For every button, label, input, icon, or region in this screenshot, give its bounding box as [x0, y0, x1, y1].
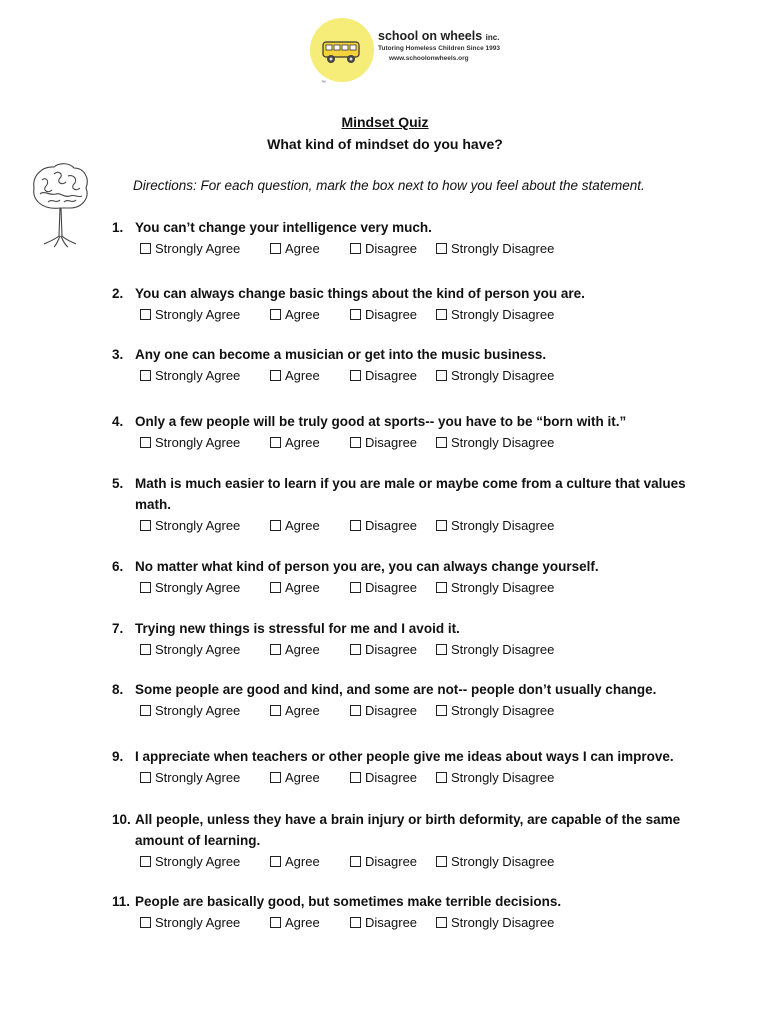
option-strongly-agree[interactable] — [140, 703, 240, 718]
checkbox[interactable] — [140, 520, 151, 531]
option-label: Disagree — [365, 435, 418, 450]
option-agree[interactable] — [270, 518, 320, 533]
checkbox[interactable] — [270, 772, 281, 783]
question-text: People are basically good, but sometimes make terrible decisions. — [135, 894, 562, 909]
question-6 — [112, 556, 712, 600]
checkbox[interactable] — [140, 582, 151, 593]
checkbox[interactable] — [350, 437, 361, 448]
option-strongly-agree[interactable] — [140, 642, 240, 657]
question-line — [112, 217, 712, 238]
option-label: Agree — [285, 368, 320, 383]
option-label: Strongly Disagree — [451, 703, 555, 718]
question-text: Any one can become a musician or get into the music business. — [135, 347, 547, 362]
option-disagree[interactable] — [350, 642, 417, 657]
option-label: Agree — [285, 642, 320, 657]
checkbox[interactable] — [140, 644, 151, 655]
option-label: Strongly Disagree — [451, 580, 555, 595]
checkbox[interactable] — [436, 582, 447, 593]
option-label: Strongly Disagree — [451, 435, 555, 450]
answer-options — [112, 915, 712, 935]
option-agree[interactable] — [270, 435, 320, 450]
option-strongly-disagree[interactable] — [436, 435, 554, 450]
checkbox[interactable] — [270, 705, 281, 716]
question-text: I appreciate when teachers or other people give me ideas about ways I can improve. — [135, 749, 674, 764]
question-number: 1. — [112, 220, 124, 235]
option-label: Strongly Agree — [155, 518, 241, 533]
option-label: Disagree — [365, 368, 418, 383]
answer-options — [112, 580, 712, 600]
question-line — [112, 618, 712, 639]
question-line — [112, 556, 712, 577]
option-label: Strongly Disagree — [451, 518, 555, 533]
checkbox[interactable] — [270, 243, 281, 254]
question-number: 11. — [112, 894, 131, 909]
option-label: Disagree — [365, 854, 418, 869]
logo-url: www.schoolonwheels.org — [389, 55, 469, 62]
checkbox[interactable] — [350, 705, 361, 716]
school-bus-icon — [320, 36, 364, 66]
question-number: 8. — [112, 682, 124, 697]
option-label: Disagree — [365, 241, 418, 256]
question-number: 2. — [112, 286, 124, 301]
option-label: Disagree — [365, 518, 418, 533]
question-line — [112, 746, 712, 767]
option-label: Strongly Disagree — [451, 770, 555, 785]
option-strongly-disagree[interactable] — [436, 642, 554, 657]
option-label: Strongly Disagree — [451, 307, 555, 322]
option-label: Strongly Agree — [155, 703, 241, 718]
question-text: All people, unless they have a brain injury or birth deformity, are capable of the same amount of learning. — [135, 812, 681, 848]
option-disagree[interactable] — [350, 307, 417, 322]
option-label: Strongly Disagree — [451, 368, 555, 383]
option-label: Agree — [285, 580, 320, 595]
option-label: Strongly Agree — [155, 854, 241, 869]
option-strongly-disagree[interactable] — [436, 580, 554, 595]
checkbox[interactable] — [350, 243, 361, 254]
checkbox[interactable] — [436, 437, 447, 448]
brain-tree-icon — [28, 160, 92, 248]
checkbox[interactable] — [350, 917, 361, 928]
checkbox[interactable] — [140, 772, 151, 783]
school-on-wheels-logo — [306, 14, 506, 86]
option-strongly-agree[interactable] — [140, 770, 240, 785]
option-label: Agree — [285, 770, 320, 785]
option-label: Strongly Agree — [155, 368, 241, 383]
question-number: 6. — [112, 559, 124, 574]
option-label: Agree — [285, 915, 320, 930]
option-strongly-agree[interactable] — [140, 915, 240, 930]
option-label: Disagree — [365, 307, 418, 322]
page-subtitle: What kind of mindset do you have? — [267, 136, 503, 152]
option-agree[interactable] — [270, 368, 320, 383]
option-label: Agree — [285, 435, 320, 450]
question-5 — [112, 473, 712, 538]
answer-options — [112, 642, 712, 662]
answer-options — [112, 435, 712, 455]
option-label: Strongly Agree — [155, 915, 241, 930]
option-strongly-disagree[interactable] — [436, 703, 554, 718]
option-strongly-disagree[interactable] — [436, 368, 554, 383]
checkbox[interactable] — [270, 917, 281, 928]
question-text: Only a few people will be truly good at sports-- you have to be “born with it.” — [135, 414, 627, 429]
option-strongly-agree[interactable] — [140, 368, 240, 383]
option-label: Agree — [285, 703, 320, 718]
question-number: 7. — [112, 621, 124, 636]
checkbox[interactable] — [270, 582, 281, 593]
option-label: Agree — [285, 854, 320, 869]
logo-trademark: ™ — [321, 80, 326, 86]
logo-inc: inc. — [485, 33, 500, 42]
question-text: You can’t change your intelligence very much. — [135, 220, 432, 235]
answer-options — [112, 854, 712, 874]
option-label: Strongly Agree — [155, 580, 241, 595]
answer-options — [112, 518, 712, 538]
answer-options — [112, 241, 712, 261]
checkbox[interactable] — [270, 520, 281, 531]
checkbox[interactable] — [436, 917, 447, 928]
option-disagree[interactable] — [350, 915, 417, 930]
checkbox[interactable] — [350, 309, 361, 320]
option-label: Strongly Agree — [155, 241, 241, 256]
question-2 — [112, 283, 712, 327]
question-9 — [112, 746, 712, 790]
option-agree[interactable] — [270, 580, 320, 595]
option-strongly-agree[interactable] — [140, 307, 240, 322]
option-label: Disagree — [365, 770, 418, 785]
answer-options — [112, 307, 712, 327]
checkbox[interactable] — [270, 309, 281, 320]
option-agree[interactable] — [270, 241, 320, 256]
question-1 — [112, 217, 712, 261]
answer-options — [112, 703, 712, 723]
question-line — [112, 344, 712, 365]
answer-options — [112, 770, 712, 790]
option-strongly-disagree[interactable] — [436, 915, 554, 930]
question-number: 3. — [112, 347, 124, 362]
question-line — [112, 411, 712, 432]
option-strongly-agree[interactable] — [140, 518, 240, 533]
option-disagree[interactable] — [350, 854, 417, 869]
option-label: Disagree — [365, 642, 418, 657]
checkbox[interactable] — [350, 582, 361, 593]
option-disagree[interactable] — [350, 241, 417, 256]
checkbox[interactable] — [140, 705, 151, 716]
option-strongly-agree[interactable] — [140, 241, 240, 256]
option-label: Strongly Disagree — [451, 854, 555, 869]
question-number: 9. — [112, 749, 124, 764]
option-agree[interactable] — [270, 307, 320, 322]
checkbox[interactable] — [436, 243, 447, 254]
option-disagree[interactable] — [350, 580, 417, 595]
option-label: Strongly Disagree — [451, 241, 555, 256]
question-line — [112, 679, 712, 700]
question-text: No matter what kind of person you are, you can always change yourself. — [135, 559, 599, 574]
checkbox[interactable] — [350, 772, 361, 783]
option-strongly-disagree[interactable] — [436, 307, 554, 322]
checkbox[interactable] — [436, 856, 447, 867]
option-disagree[interactable] — [350, 518, 417, 533]
question-text: Some people are good and kind, and some are not-- people don’t usually change. — [135, 682, 657, 697]
answer-options — [112, 368, 712, 388]
option-disagree[interactable] — [350, 770, 417, 785]
checkbox[interactable] — [140, 370, 151, 381]
question-line — [112, 891, 712, 912]
option-strongly-disagree[interactable] — [436, 770, 554, 785]
option-disagree[interactable] — [350, 435, 417, 450]
logo-tagline: Tutoring Homeless Children Since 1993 — [378, 45, 500, 52]
checkbox[interactable] — [140, 856, 151, 867]
option-strongly-disagree[interactable] — [436, 241, 554, 256]
question-number: 10. — [112, 812, 131, 827]
option-disagree[interactable] — [350, 703, 417, 718]
question-3 — [112, 344, 712, 388]
checkbox[interactable] — [436, 520, 447, 531]
question-number: 4. — [112, 414, 124, 429]
option-label: Agree — [285, 307, 320, 322]
option-label: Disagree — [365, 703, 418, 718]
option-disagree[interactable] — [350, 368, 417, 383]
option-label: Agree — [285, 518, 320, 533]
checkbox[interactable] — [436, 772, 447, 783]
question-line — [112, 473, 712, 515]
option-strongly-disagree[interactable] — [436, 518, 554, 533]
question-number: 5. — [112, 476, 124, 491]
option-label: Strongly Disagree — [451, 642, 555, 657]
checkbox[interactable] — [350, 370, 361, 381]
directions-text: Directions: For each question, mark the box next to how you feel about the statement. — [133, 178, 645, 193]
question-8 — [112, 679, 712, 723]
checkbox[interactable] — [436, 370, 447, 381]
checkbox[interactable] — [350, 520, 361, 531]
checkbox[interactable] — [350, 644, 361, 655]
option-agree[interactable] — [270, 703, 320, 718]
option-agree[interactable] — [270, 854, 320, 869]
checkbox[interactable] — [140, 243, 151, 254]
checkbox[interactable] — [436, 309, 447, 320]
option-strongly-agree[interactable] — [140, 435, 240, 450]
checkbox[interactable] — [436, 644, 447, 655]
checkbox[interactable] — [140, 309, 151, 320]
option-strongly-disagree[interactable] — [436, 854, 554, 869]
option-label: Strongly Agree — [155, 307, 241, 322]
option-strongly-agree[interactable] — [140, 580, 240, 595]
question-line — [112, 283, 712, 304]
option-label: Agree — [285, 241, 320, 256]
option-label: Strongly Agree — [155, 770, 241, 785]
question-7 — [112, 618, 712, 662]
option-label: Strongly Disagree — [451, 915, 555, 930]
question-10 — [112, 809, 712, 874]
option-label: Disagree — [365, 915, 418, 930]
logo-name: school on wheels inc. — [378, 29, 500, 43]
checkbox[interactable] — [140, 437, 151, 448]
checkbox[interactable] — [270, 856, 281, 867]
page-title: Mindset Quiz — [341, 114, 429, 130]
checkbox[interactable] — [270, 370, 281, 381]
checkbox[interactable] — [270, 644, 281, 655]
checkbox[interactable] — [140, 917, 151, 928]
question-text: Trying new things is stressful for me and I avoid it. — [135, 621, 460, 636]
option-agree[interactable] — [270, 915, 320, 930]
question-11 — [112, 891, 712, 935]
checkbox[interactable] — [270, 437, 281, 448]
option-label: Strongly Agree — [155, 642, 241, 657]
checkbox[interactable] — [436, 705, 447, 716]
question-text: Math is much easier to learn if you are male or maybe come from a culture that values math. — [135, 476, 686, 512]
question-text: You can always change basic things about the kind of person you are. — [135, 286, 585, 301]
option-agree[interactable] — [270, 642, 320, 657]
option-label: Disagree — [365, 580, 418, 595]
checkbox[interactable] — [350, 856, 361, 867]
option-agree[interactable] — [270, 770, 320, 785]
question-line — [112, 809, 712, 851]
option-strongly-agree[interactable] — [140, 854, 240, 869]
option-label: Strongly Agree — [155, 435, 241, 450]
question-4 — [112, 411, 712, 455]
